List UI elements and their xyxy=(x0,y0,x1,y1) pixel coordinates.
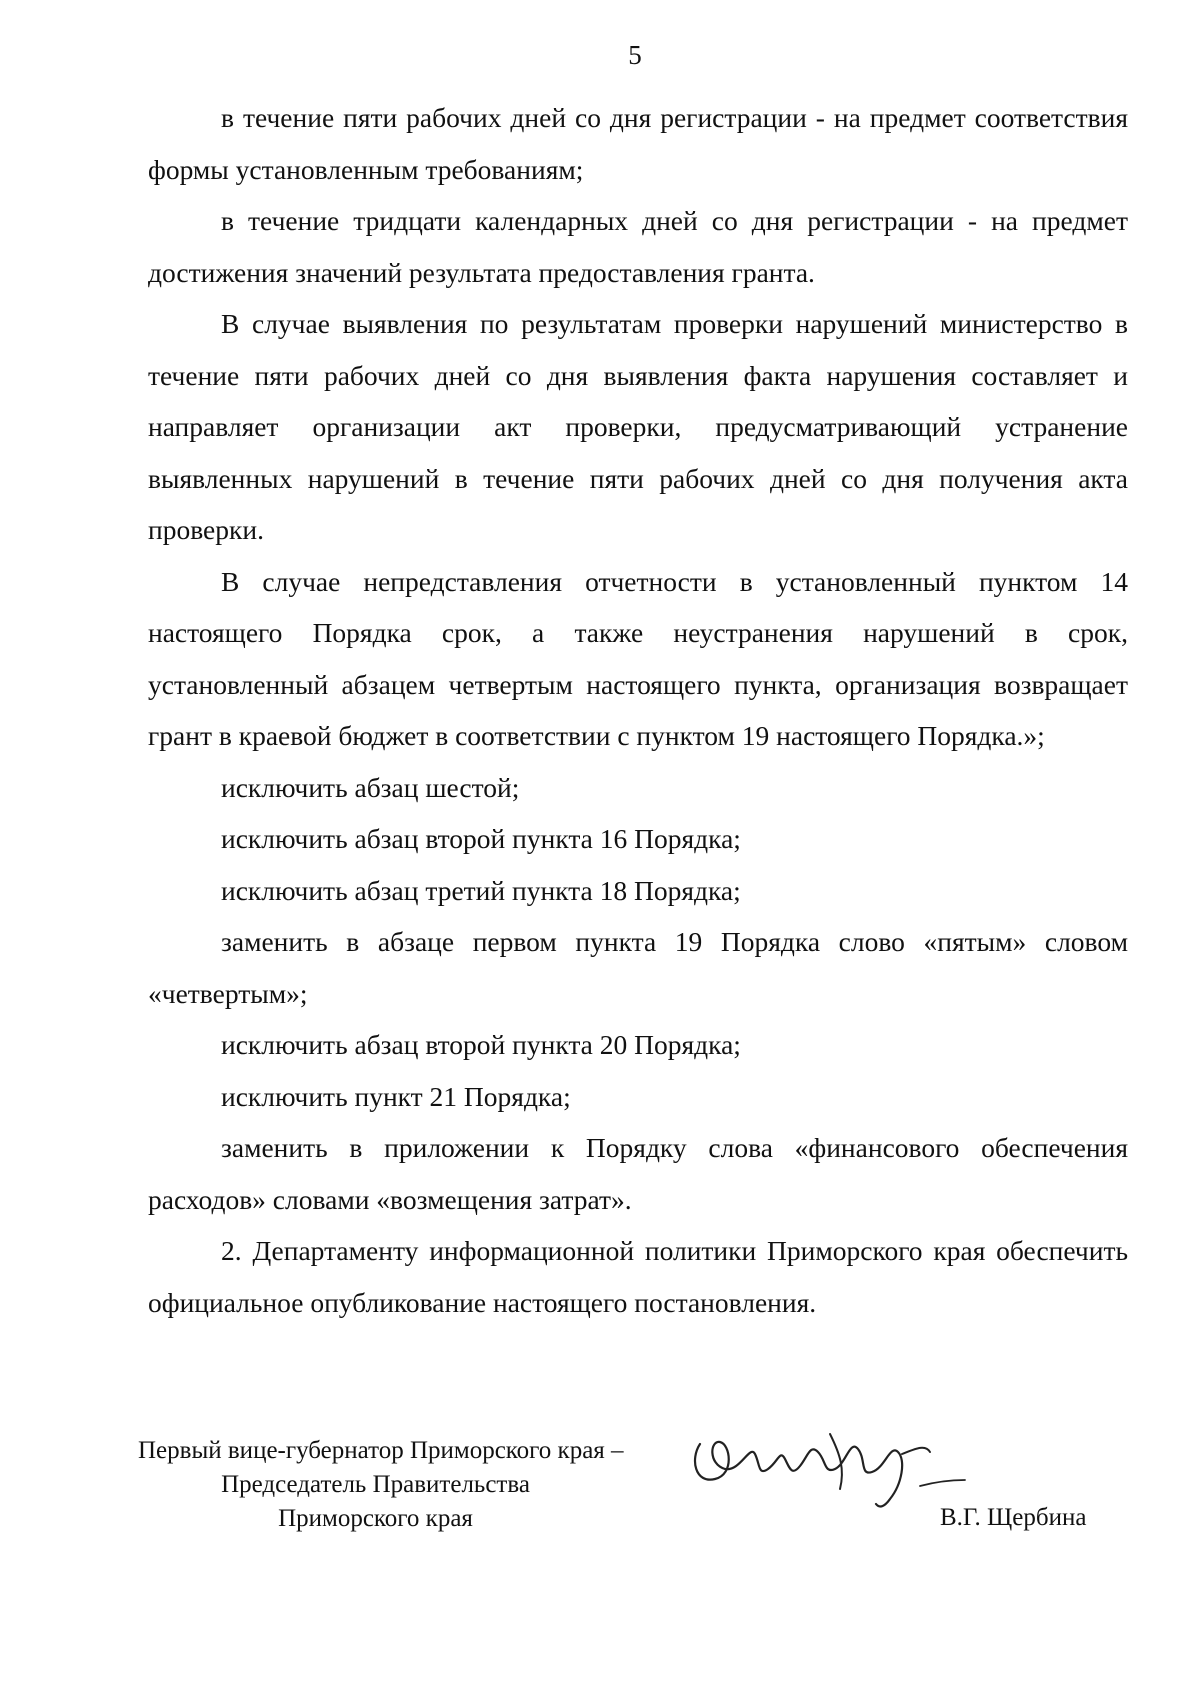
paragraph: исключить пункт 21 Порядка; xyxy=(221,1080,571,1112)
paragraph: 2. Департаменту информационной политики Приморского края обеспечить официальное опубликование настоящего постановления. xyxy=(148,1235,1128,1318)
position-line-3: Приморского края xyxy=(278,1505,473,1532)
signer-position xyxy=(138,1434,698,1536)
signer-name: В.Г. Щербина xyxy=(940,1504,1087,1531)
paragraph: в течение пяти рабочих дней со дня регистрации - на предмет соответствия формы установленным требованиям; xyxy=(148,102,1128,185)
paragraph: исключить абзац второй пункта 16 Порядка; xyxy=(221,823,741,854)
page-number: 5 xyxy=(628,40,642,70)
paragraph: исключить абзац третий пункта 18 Порядка; xyxy=(221,874,741,906)
paragraph: исключить абзац шестой; xyxy=(221,771,520,803)
handwritten-signature xyxy=(680,1414,980,1524)
document-body xyxy=(148,92,1128,1328)
position-line-1: Первый вице-губернатор Приморского края – xyxy=(138,1437,624,1464)
paragraph: исключить абзац второй пункта 20 Порядка; xyxy=(221,1029,741,1060)
paragraph: в течение тридцати календарных дней со дня регистрации - на предмет достижения значений результата предоставления гранта. xyxy=(148,205,1128,288)
paragraph: заменить в абзаце первом пункта 19 Порядка слово «пятым» словом «четвертым»; xyxy=(148,926,1128,1009)
signature-block xyxy=(0,1434,1200,1532)
paragraph: В случае выявления по результатам проверки нарушений министерство в течение пяти рабочих дней со дня выявления факта нарушения составляет и направляет организации акт проверки, предусматривающий устранение выявленных нарушений в течение пяти рабочих дней со дня получения акта проверки. xyxy=(148,308,1128,545)
position-line-2: Председатель Правительства xyxy=(221,1471,530,1498)
paragraph: заменить в приложении к Порядку слова «финансового обеспечения расходов» словами «возмещения затрат». xyxy=(148,1132,1128,1215)
paragraph: В случае непредставления отчетности в установленный пунктом 14 настоящего Порядка срок, а также неустранения нарушений в срок, установленный абзацем четвертым настоящего пункта, организация возвращает грант в краевой бюджет в соответствии с пунктом 19 настоящего Порядка.»; xyxy=(148,565,1128,751)
